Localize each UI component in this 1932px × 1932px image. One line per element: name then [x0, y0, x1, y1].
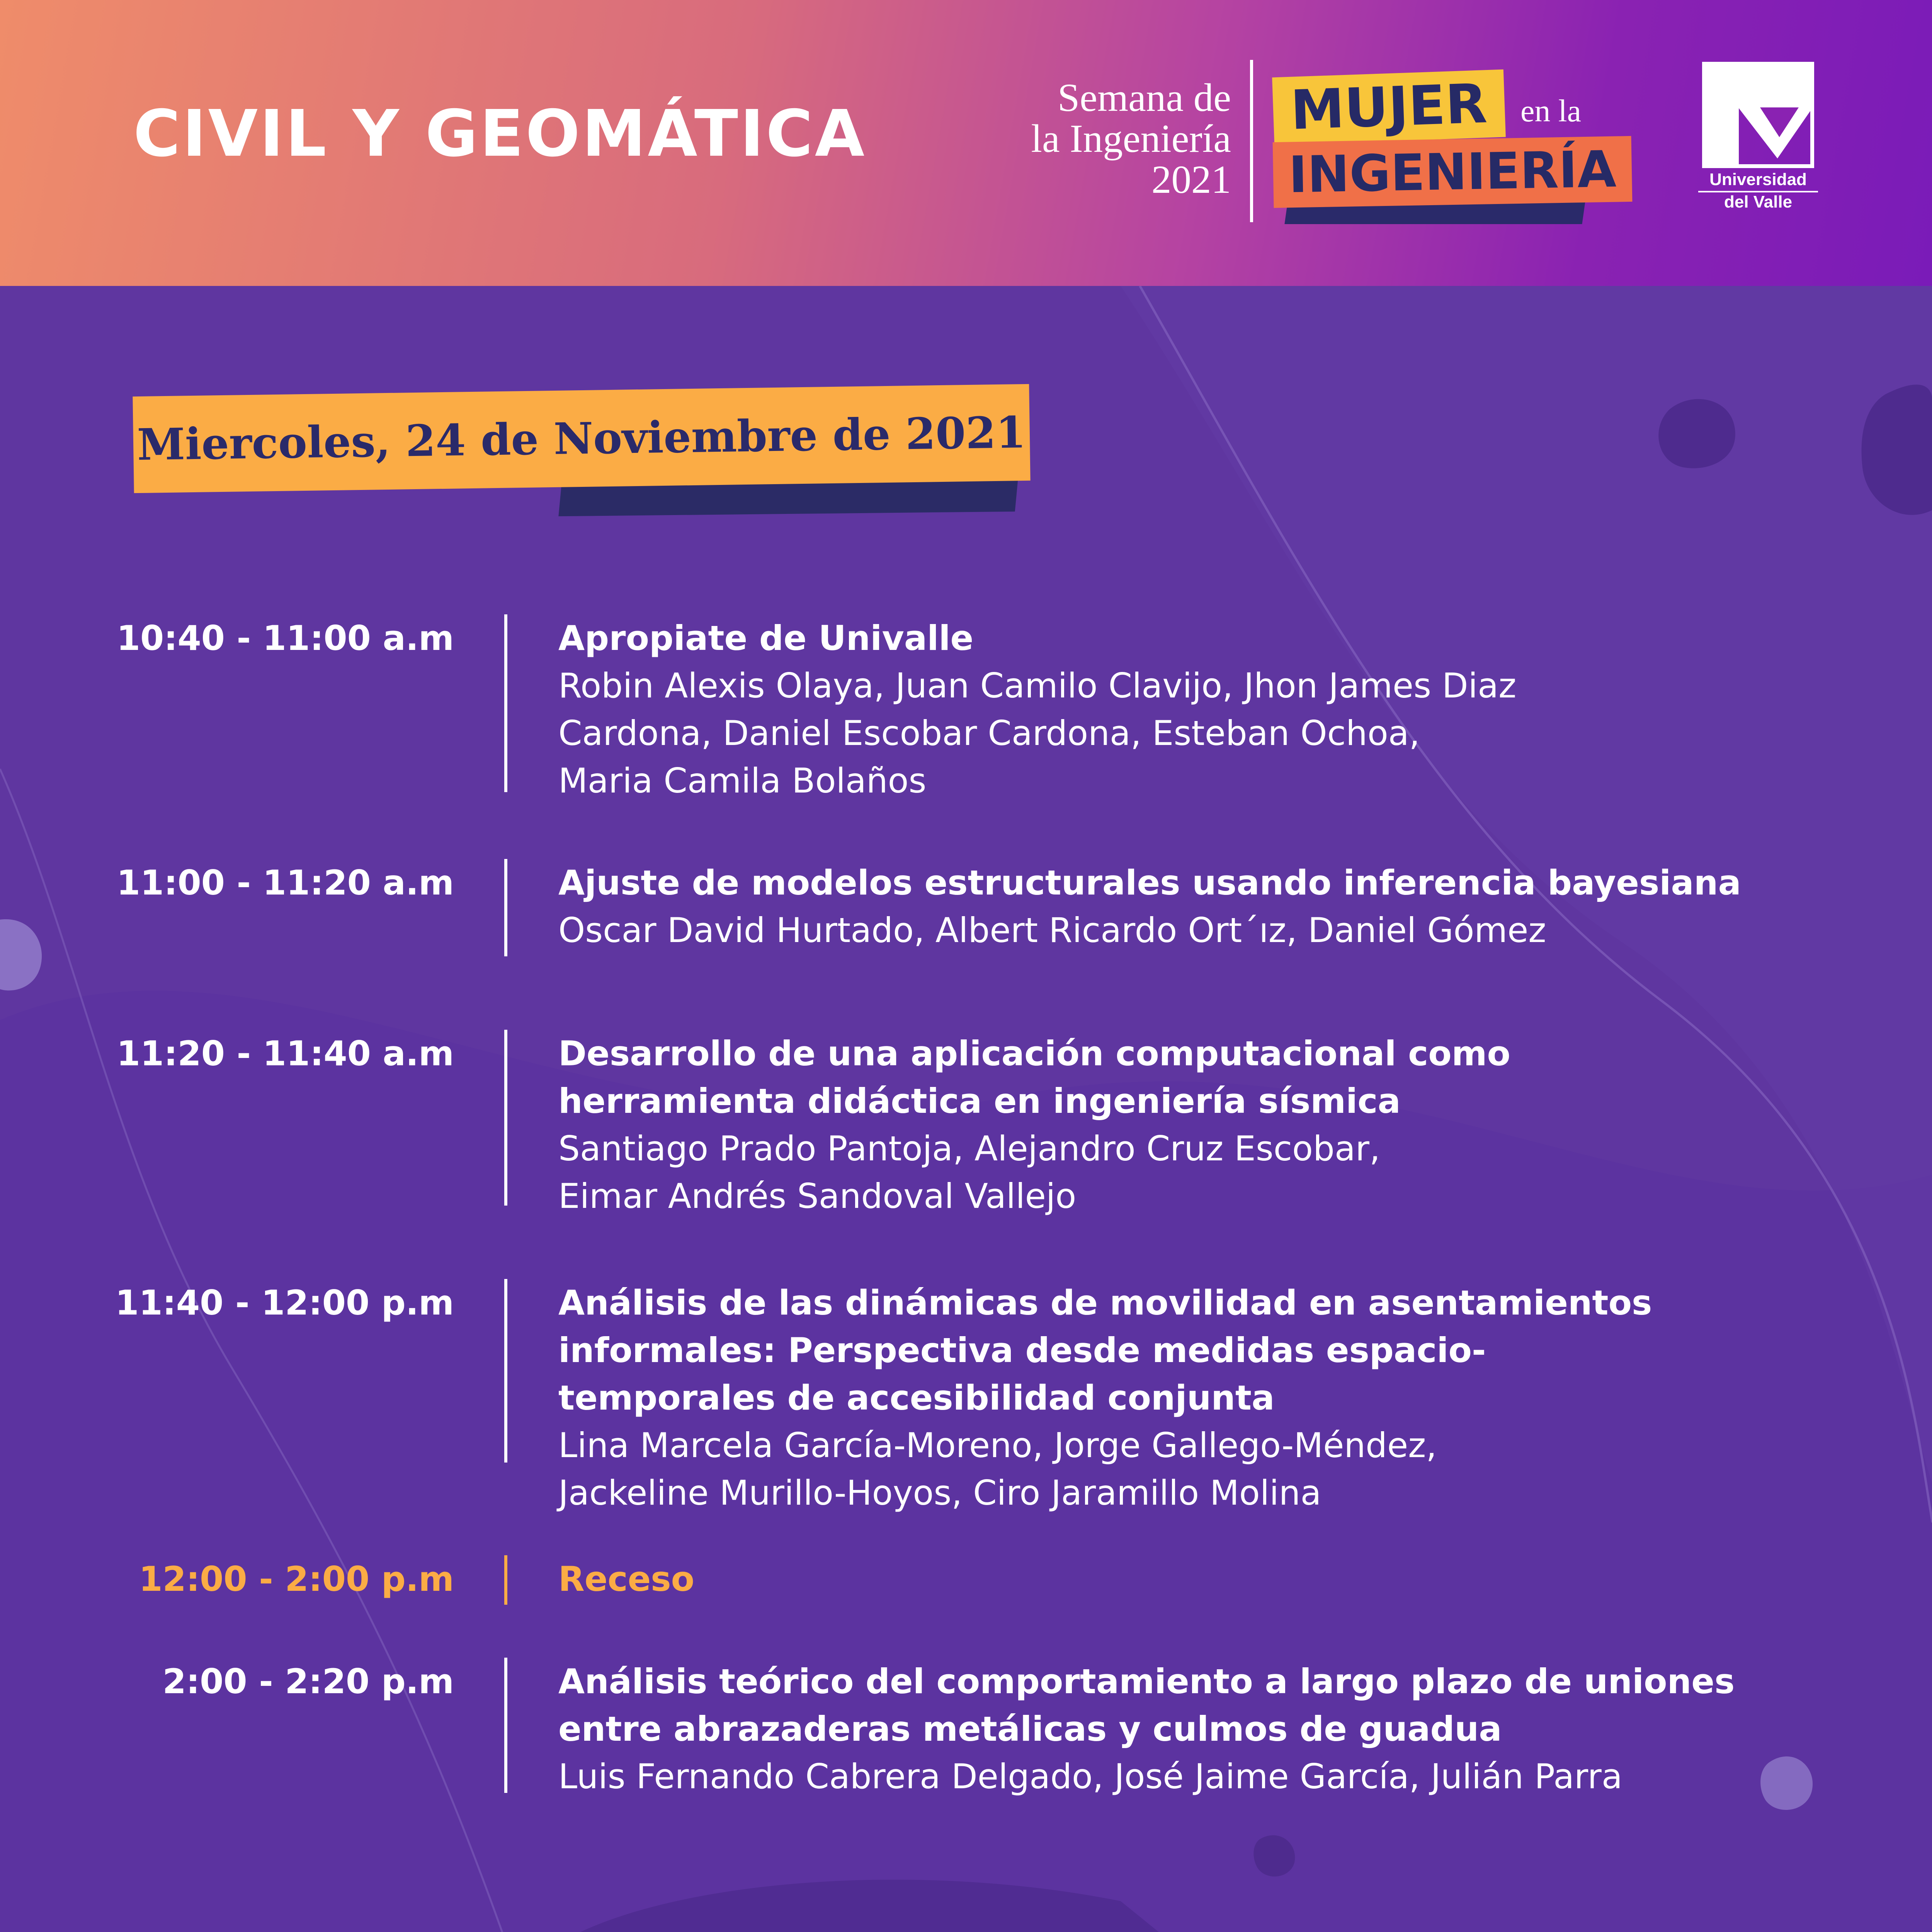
session-time: 11:40 - 12:00 p.m: [115, 1283, 454, 1323]
session-divider: [504, 1030, 507, 1206]
session-authors: Lina Marcela García-Moreno, Jorge Gallego-Méndez, Jackeline Murillo-Hoyos, Ciro Jaramillo Molina: [558, 1425, 1437, 1513]
session-divider: [504, 1279, 507, 1463]
session-details: [558, 614, 1891, 804]
session-time: 11:20 - 11:40 a.m: [116, 1034, 454, 1073]
session-authors: Luis Fernando Cabrera Delgado, José Jaime García, Julián Parra: [558, 1757, 1622, 1796]
session-divider: [504, 614, 507, 792]
session-details: [558, 859, 1891, 954]
session-title: Análisis de las dinámicas de movilidad en asentamientos informales: Perspectiva desde medidas espacio- temporales de accesibilidad conjunta: [558, 1283, 1652, 1418]
session-title: Ajuste de modelos estructurales usando inferencia bayesiana: [558, 863, 1741, 903]
event-date: Miercoles, 24 de Noviembre de 2021: [137, 407, 1026, 470]
event-line-1: Semana de: [1057, 76, 1231, 120]
session-title: Análisis teórico del comportamiento a largo plazo de uniones entre abrazaderas metálicas y culmos de guadua: [558, 1662, 1735, 1749]
event-line-2: la Ingeniería: [1031, 117, 1231, 161]
session-divider: [504, 1555, 507, 1605]
session-details: [558, 1030, 1891, 1220]
session-time: 11:00 - 11:20 a.m: [116, 863, 454, 903]
session-time: 10:40 - 11:00 a.m: [116, 618, 454, 658]
session-details: [558, 1279, 1891, 1517]
session-divider: [504, 859, 507, 956]
session-authors: Santiago Prado Pantoja, Alejandro Cruz Escobar, Eimar Andrés Sandoval Vallejo: [558, 1129, 1380, 1216]
university-name-line-1: Universidad: [1698, 170, 1818, 192]
badge-word-mujer: MUJER: [1272, 70, 1505, 145]
session-authors: Robin Alexis Olaya, Juan Camilo Clavijo, Jhon James Diaz Cardona, Daniel Escobar Cardona, Esteban Ochoa, Maria Camila Bolaños: [558, 666, 1517, 801]
session-title: Receso: [558, 1559, 695, 1599]
session-title: Desarrollo de una aplicación computacional como herramienta didáctica en ingeniería sísmica: [558, 1034, 1510, 1121]
session-details: [558, 1555, 1891, 1603]
session-time: 2:00 - 2:20 p.m: [162, 1662, 454, 1701]
page-title: CIVIL Y GEOMÁTICA: [133, 97, 867, 171]
session-divider: [504, 1658, 507, 1793]
badge-connector: en la: [1520, 93, 1582, 128]
badge-word-ingenieria: INGENIERÍA: [1273, 136, 1633, 208]
university-name-line-2: del Valle: [1724, 192, 1793, 211]
session-authors: Oscar David Hurtado, Albert Ricardo Ort´ız, Daniel Gómez: [558, 910, 1546, 950]
session-time: 12:00 - 2:00 p.m: [139, 1559, 454, 1599]
session-title: Apropiate de Univalle: [558, 618, 974, 658]
session-details: [558, 1658, 1891, 1800]
event-line-3: 2021: [1151, 158, 1231, 202]
